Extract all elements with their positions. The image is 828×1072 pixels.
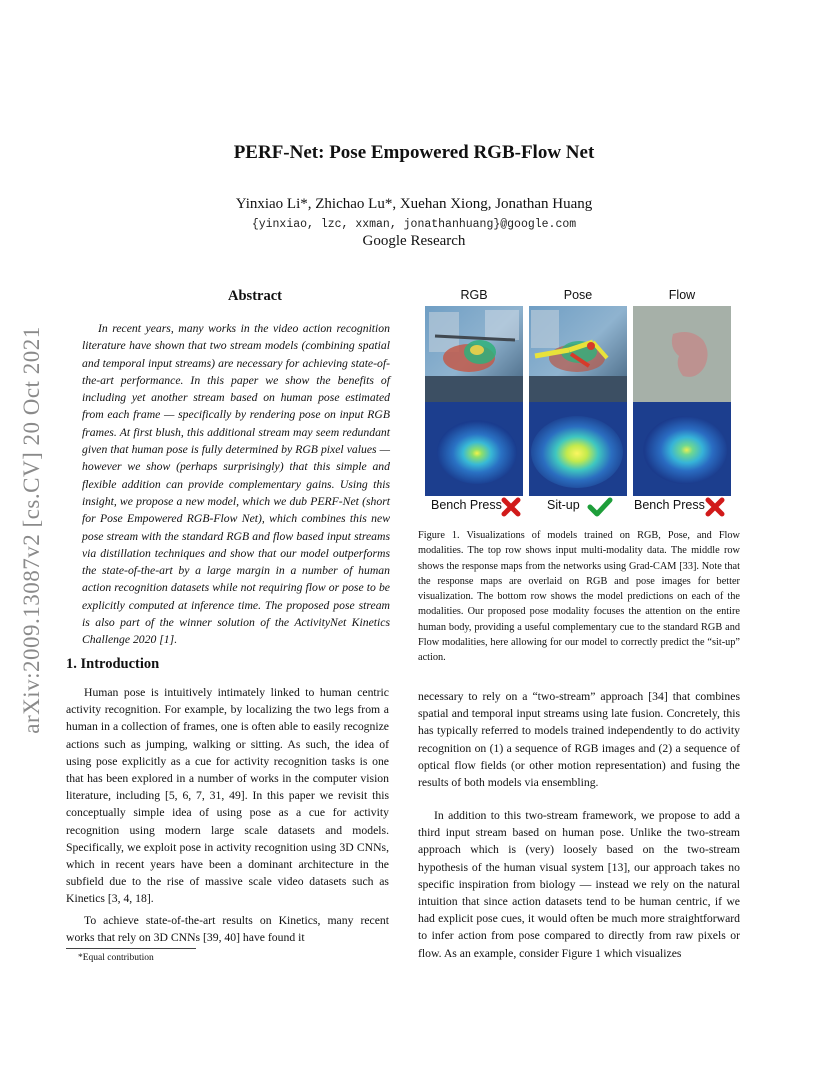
rgb-response-map [425, 402, 523, 496]
pose-prediction-label: Sit-up [547, 498, 580, 512]
arxiv-identifier: arXiv:2009.13087v2 [cs.CV] 20 Oct 2021 [19, 326, 44, 734]
figure-column-pose-label: Pose [563, 288, 593, 302]
pose-response-map [529, 402, 627, 496]
figure-column-flow-label: Flow [668, 288, 696, 302]
flow-response-map [633, 402, 731, 496]
introduction-paragraph-right-2: In addition to this two-stream framework, we propose to add a third input stream based on human pose. Unlike the two-stream approach which is (very) loosely based on the two-stream hypothesis of the human visual system [13], our approach takes no specific inspiration from biology — instead we rely on the natural intuition that since action datasets tend to be human centric, if we had explicit pose cues, it would often be much more straightforward to infer action from pose compared to directly from raw pixels or flow. As an example, consider Figure 1 which visualizes [418, 809, 740, 960]
affiliation: Google Research [362, 233, 466, 249]
footnote: *Equal contribution [78, 953, 154, 963]
pose-input-image [529, 306, 627, 402]
introduction-paragraph-1: Human pose is intuitively intimately linked to human centric activity recognition. For example, by localizing the two legs from a human in a collection of frames, one is often able to easily recognize actions such as jumping, walking or sitting. As such, the idea of using pose explicitly as a cue for activity recognition tasks is one that has been explored in a number of works in the computer vision literature, including [5, 6, 7, 31, 49]. In this paper we revisit this conceptually simple idea of using pose as a cue for activity recognition using modern large scale datasets and models. Specifically, we exploit pose in activity recognition using 3D CNNs, which in recent years have been a dominant architecture in the subfield due to the rise of massive scale video datasets such as Kinetics [3, 4, 18]. [66, 686, 389, 906]
figure-1 [425, 284, 731, 528]
abstract-heading: Abstract [228, 288, 282, 304]
incorrect-x-icon [501, 496, 521, 518]
introduction-paragraph-right-1: necessary to rely on a “two-stream” approach [34] that combines spatial and temporal input streams using late fusion. Concretely, this has typically referred to models trained independently to do activity recognition on (1) a sequence of RGB images and (2) a sequence of optical flow fields (or other motion representation) and fusing the results of both models via ensembling. [418, 690, 740, 790]
incorrect-x-icon [705, 496, 725, 518]
figure-1-caption: Figure 1. Visualizations of models trained on RGB, Pose, and Flow modalities. The top row shows input multi-modality data. The middle row shows the response maps from the networks using Grad-CAM [33]. Note that the response maps are overlaid on RGB and pose images for better visualization. The bottom row shows the model predictions on each of the modalities. Our proposed pose modality focuses the attention on the entire human body, providing a useful complementary cue to the standard RGB and Flow modalities, here allowing for our model to correctly predict the “sit-up” action. [418, 530, 740, 664]
introduction-heading: 1. Introduction [66, 656, 160, 672]
correct-checkmark-icon [587, 496, 613, 518]
author-list: Yinxiao Li*, Zhichao Lu*, Xuehan Xiong, Jonathan Huang [235, 196, 593, 212]
flow-prediction-label: Bench Press [634, 498, 705, 512]
rgb-prediction-label: Bench Press [431, 498, 502, 512]
introduction-paragraph-2: To achieve state-of-the-art results on Kinetics, many recent works that rely on 3D CNNs [39, 40] have found it [66, 914, 389, 945]
paper-title: PERF-Net: Pose Empowered RGB-Flow Net [233, 142, 595, 163]
abstract-text: In recent years, many works in the video action recognition literature have shown that two stream models (combining spatial and temporal input streams) are necessary for achieving state-of-the-art performance. In this paper we show the benefits of including yet another stream based on human pose estimated from each frame — specifically by rendering pose on input RGB frames. At first blush, this additional stream may seem redundant given that human pose is fully determined by RGB pixel values — however we show (perhaps surprisingly) that this simple and flexible addition can provide complementary gains. Using this insight, we propose a new model, which we dub PERF-Net (short for Pose Empowered RGB-Flow Net), which combines this new pose stream with the standard RGB and flow based input streams via distillation techniques and show that our model outperforms the state-of-the-art by a large margin in a number of human action recognition datasets while not requiring flow or pose to be explicitly computed at inference time. The proposed pose stream is also part of the winner solution of the ActivityNet Kinetics Challenge 2020 [1]. [82, 322, 390, 647]
flow-input-image [633, 306, 731, 402]
footnote-rule [66, 948, 196, 949]
rgb-input-image [425, 306, 523, 402]
figure-column-rgb-label: RGB [460, 288, 488, 302]
author-emails: {yinxiao, lzc, xxman, jonathanhuang}@google.com [251, 218, 577, 231]
